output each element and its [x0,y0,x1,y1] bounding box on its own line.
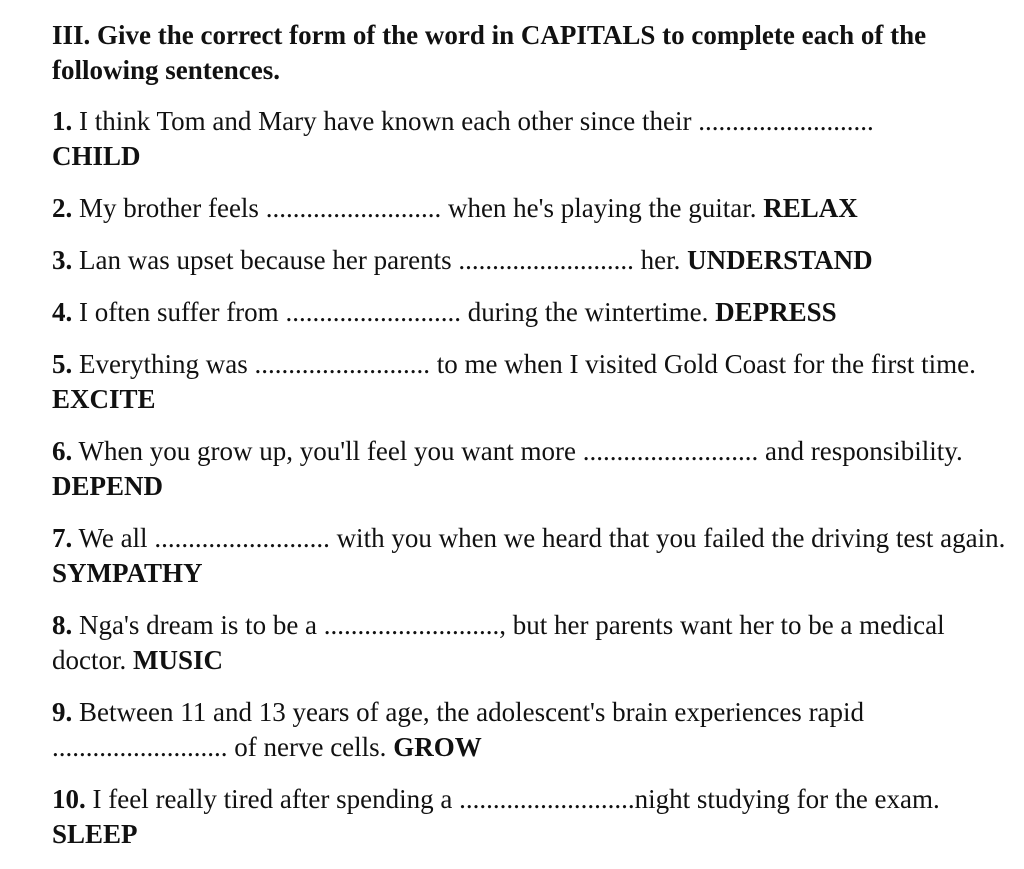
question-text-before: Lan was upset because her parents [72,245,459,275]
exercise-heading: III. Give the correct form of the word in CAPITALS to complete each of the following sentences. [52,20,927,85]
question-item [52,295,1010,330]
question-text-after: when he's playing the guitar. [441,193,764,223]
question-item [52,243,1010,278]
question-text-after: to me when I visited Gold Coast for the first time. [429,349,976,379]
answer-blank: .......................... [323,610,500,640]
question-item [52,434,1010,504]
answer-blank: .......................... [254,349,430,379]
question-item [52,104,1010,174]
question-text-after: her. [633,245,688,275]
question-number: 4. [52,297,73,327]
question-number: 5. [52,349,73,379]
answer-blank: .......................... [265,193,442,223]
keyword: RELAX [763,193,858,223]
question-text-before: We all [72,523,155,553]
question-item [52,347,1010,417]
keyword: CHILD [52,141,141,171]
answer-blank: .......................... [285,297,461,327]
question-number: 1. [52,106,73,136]
question-text-before: Between 11 and 13 years of age, the adolescent's brain experiences rapid [72,697,865,727]
keyword: MUSIC [133,645,224,675]
answer-blank: .......................... [698,106,874,136]
question-item [52,608,1010,678]
question-number: 7. [52,523,73,553]
keyword: GROW [393,732,482,762]
question-text-before: Nga's dream is to be a [72,610,324,640]
question-text-after: , but her parents want her to be a medical doctor. [52,610,945,675]
keyword: EXCITE [52,384,156,414]
question-text-after: night studying for the exam. [634,784,940,814]
question-text-after: and responsibility. [758,436,963,466]
answer-blank: .......................... [459,784,635,814]
question-text-before: My brother feels [72,193,266,223]
answer-blank: .......................... [582,436,759,466]
question-number: 10. [52,784,86,814]
keyword: UNDERSTAND [687,245,873,275]
question-text-before: When you grow up, you'll feel you want more [72,436,583,466]
question-number: 3. [52,245,73,275]
answer-blank: .......................... [458,245,634,275]
question-text-before: I often suffer from [72,297,286,327]
keyword: SLEEP [52,819,138,849]
answer-blank: .......................... [52,732,228,762]
answer-blank: .......................... [154,523,330,553]
question-text-after: with you when we heard that you failed the driving test again. [329,523,1006,553]
question-number: 9. [52,697,73,727]
keyword: DEPRESS [715,297,837,327]
question-text-after: of nerve cells. [227,732,394,762]
question-item [52,521,1010,591]
question-text-before: I think Tom and Mary have known each other since their [72,106,699,136]
question-text-before: Everything was [72,349,255,379]
question-item [52,782,1010,852]
question-text-before: I feel really tired after spending a [85,784,460,814]
keyword: DEPEND [52,471,164,501]
question-number: 8. [52,610,73,640]
keyword: SYMPATHY [52,558,203,588]
worksheet [52,18,1010,869]
question-number: 6. [52,436,73,466]
question-text-after: during the wintertime. [460,297,716,327]
question-item [52,695,1010,765]
question-item [52,191,1010,226]
question-number: 2. [52,193,73,223]
